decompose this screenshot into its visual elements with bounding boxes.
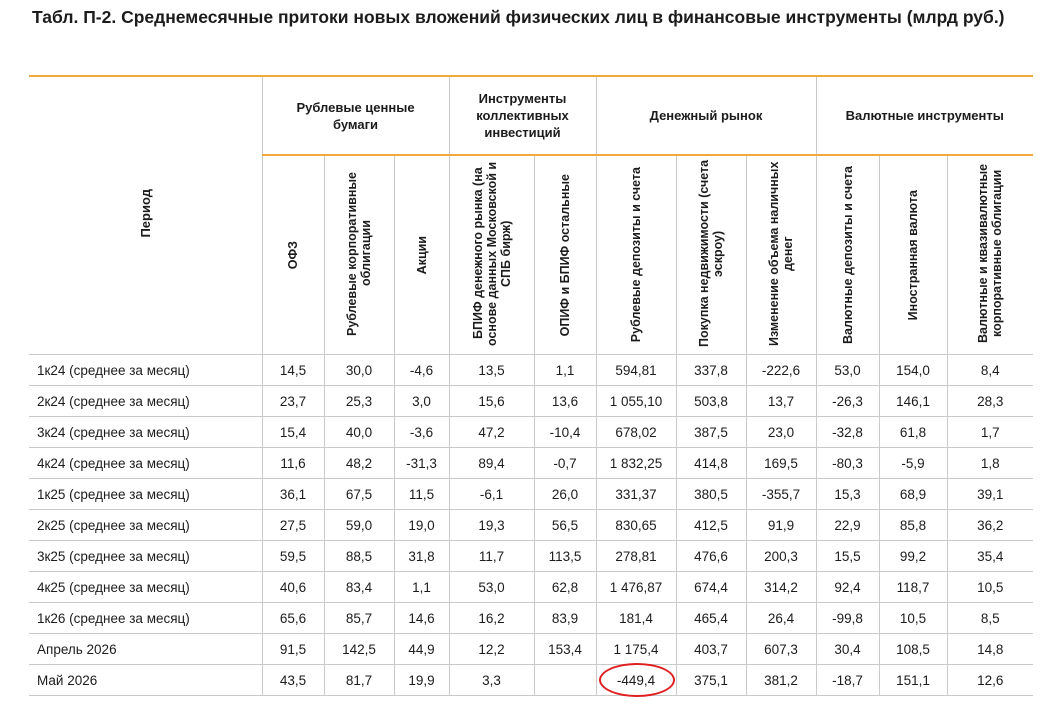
table-row bbox=[29, 417, 1033, 448]
value-cell: 169,5 bbox=[746, 448, 816, 479]
value-cell: 61,8 bbox=[879, 417, 947, 448]
value-cell: 65,6 bbox=[262, 603, 324, 634]
value-cell: 674,4 bbox=[676, 572, 746, 603]
value-cell: 13,6 bbox=[534, 386, 596, 417]
table-row bbox=[29, 510, 1033, 541]
column-header-6 bbox=[676, 156, 746, 355]
value-cell: 25,3 bbox=[324, 386, 394, 417]
value-cell: 1 832,25 bbox=[596, 448, 676, 479]
value-cell: 11,6 bbox=[262, 448, 324, 479]
column-header-label: БПИФ денежного рынка (на основе данных Московской и СПБ бирж) bbox=[470, 161, 513, 346]
value-cell: 91,5 bbox=[262, 634, 324, 665]
value-cell: 331,37 bbox=[596, 479, 676, 510]
value-cell: 118,7 bbox=[879, 572, 947, 603]
group-header-0: Рублевые ценные бумаги bbox=[262, 77, 449, 154]
value-cell: 10,5 bbox=[879, 603, 947, 634]
value-cell: 40,6 bbox=[262, 572, 324, 603]
highlighted-value bbox=[617, 673, 655, 688]
value-cell: 35,4 bbox=[947, 541, 1033, 572]
value-cell: 314,2 bbox=[746, 572, 816, 603]
value-cell: -355,7 bbox=[746, 479, 816, 510]
value-cell: 28,3 bbox=[947, 386, 1033, 417]
period-cell: 3к25 (среднее за месяц) bbox=[29, 541, 262, 572]
value-cell: 13,7 bbox=[746, 386, 816, 417]
value-cell: -3,6 bbox=[394, 417, 449, 448]
value-cell: 412,5 bbox=[676, 510, 746, 541]
value-cell: -31,3 bbox=[394, 448, 449, 479]
value-cell: 56,5 bbox=[534, 510, 596, 541]
value-cell: 15,4 bbox=[262, 417, 324, 448]
column-header-2 bbox=[394, 156, 449, 355]
value-cell: 15,3 bbox=[816, 479, 879, 510]
value-cell: 31,8 bbox=[394, 541, 449, 572]
value-cell: 1,7 bbox=[947, 417, 1033, 448]
group-header-2: Денежный рынок bbox=[596, 77, 816, 154]
value-cell: 11,5 bbox=[394, 479, 449, 510]
value-text: -449,4 bbox=[616, 672, 656, 688]
period-header: Период bbox=[137, 189, 153, 238]
value-cell: 8,5 bbox=[947, 603, 1033, 634]
value-cell: 30,0 bbox=[324, 355, 394, 386]
value-cell: 14,8 bbox=[947, 634, 1033, 665]
period-cell: 4к24 (среднее за месяц) bbox=[29, 448, 262, 479]
column-header-label: Рублевые корпоративные облигации bbox=[345, 171, 373, 336]
value-cell: 26,4 bbox=[746, 603, 816, 634]
value-cell: 43,5 bbox=[262, 665, 324, 696]
value-cell: 387,5 bbox=[676, 417, 746, 448]
value-cell: 19,3 bbox=[449, 510, 534, 541]
table-title: Табл. П-2. Среднемесячные притоки новых вложений физических лиц в финансовые инструменты (млрд руб.) bbox=[32, 7, 1005, 27]
table-row bbox=[29, 665, 1033, 696]
data-table-container bbox=[29, 75, 1033, 696]
value-cell: 99,2 bbox=[879, 541, 947, 572]
value-cell: 830,65 bbox=[596, 510, 676, 541]
value-cell: 23,0 bbox=[746, 417, 816, 448]
value-cell: 59,5 bbox=[262, 541, 324, 572]
value-cell: 607,3 bbox=[746, 634, 816, 665]
value-cell: 44,9 bbox=[394, 634, 449, 665]
column-header-label: ОФЗ bbox=[286, 240, 300, 270]
value-cell: -10,4 bbox=[534, 417, 596, 448]
value-cell: 62,8 bbox=[534, 572, 596, 603]
value-cell: 12,2 bbox=[449, 634, 534, 665]
column-header-7 bbox=[746, 156, 816, 355]
column-header-label: Покупка недвижимости (счета эскроу) bbox=[697, 159, 725, 348]
value-cell: 403,7 bbox=[676, 634, 746, 665]
value-cell: 83,9 bbox=[534, 603, 596, 634]
value-cell: 113,5 bbox=[534, 541, 596, 572]
value-cell: -6,1 bbox=[449, 479, 534, 510]
value-cell: -4,6 bbox=[394, 355, 449, 386]
value-cell: 27,5 bbox=[262, 510, 324, 541]
value-cell: 181,4 bbox=[596, 603, 676, 634]
value-cell: 67,5 bbox=[324, 479, 394, 510]
value-cell: 68,9 bbox=[879, 479, 947, 510]
period-cell: 3к24 (среднее за месяц) bbox=[29, 417, 262, 448]
group-header-1: Инструменты коллективных инвестиций bbox=[449, 77, 596, 154]
value-cell: 36,1 bbox=[262, 479, 324, 510]
value-cell: 414,8 bbox=[676, 448, 746, 479]
column-header-label: Иностранная валюта bbox=[906, 189, 920, 321]
value-cell: -26,3 bbox=[816, 386, 879, 417]
column-header-4 bbox=[534, 156, 596, 355]
column-header-label: ОПИФ и БПИФ остальные bbox=[558, 173, 572, 337]
value-cell: 3,3 bbox=[449, 665, 534, 696]
value-cell: -222,6 bbox=[746, 355, 816, 386]
column-header-label: Акции bbox=[414, 235, 429, 275]
table-row bbox=[29, 541, 1033, 572]
value-cell: 465,4 bbox=[676, 603, 746, 634]
value-cell: 19,0 bbox=[394, 510, 449, 541]
value-cell: 1,1 bbox=[394, 572, 449, 603]
value-cell: 503,8 bbox=[676, 386, 746, 417]
value-cell: 151,1 bbox=[879, 665, 947, 696]
column-header-3 bbox=[449, 156, 534, 355]
value-cell: 30,4 bbox=[816, 634, 879, 665]
value-cell: 146,1 bbox=[879, 386, 947, 417]
value-cell: 11,7 bbox=[449, 541, 534, 572]
red-circle-annotation bbox=[599, 663, 675, 697]
period-header-cell bbox=[29, 77, 262, 355]
value-cell: 1 175,4 bbox=[596, 634, 676, 665]
value-cell: -18,7 bbox=[816, 665, 879, 696]
table-row bbox=[29, 386, 1033, 417]
value-cell: 92,4 bbox=[816, 572, 879, 603]
value-cell: 16,2 bbox=[449, 603, 534, 634]
table-row bbox=[29, 448, 1033, 479]
value-cell: 47,2 bbox=[449, 417, 534, 448]
value-cell: 153,4 bbox=[534, 634, 596, 665]
column-header-1 bbox=[324, 156, 394, 355]
value-cell: 375,1 bbox=[676, 665, 746, 696]
value-cell: 48,2 bbox=[324, 448, 394, 479]
value-cell: 142,5 bbox=[324, 634, 394, 665]
value-cell: 1 476,87 bbox=[596, 572, 676, 603]
value-cell: 15,5 bbox=[816, 541, 879, 572]
column-header-5 bbox=[596, 156, 676, 355]
value-cell: 26,0 bbox=[534, 479, 596, 510]
value-cell: 85,7 bbox=[324, 603, 394, 634]
value-cell: 1,1 bbox=[534, 355, 596, 386]
value-cell: 12,6 bbox=[947, 665, 1033, 696]
value-cell: 91,9 bbox=[746, 510, 816, 541]
value-cell: 83,4 bbox=[324, 572, 394, 603]
value-cell: 59,0 bbox=[324, 510, 394, 541]
value-cell: 88,5 bbox=[324, 541, 394, 572]
period-cell: 2к25 (среднее за месяц) bbox=[29, 510, 262, 541]
value-cell: 81,7 bbox=[324, 665, 394, 696]
value-cell: 39,1 bbox=[947, 479, 1033, 510]
column-header-label: Изменение объема наличных денег bbox=[767, 161, 795, 346]
group-header-3: Валютные инструменты bbox=[816, 77, 1033, 154]
value-cell: 22,9 bbox=[816, 510, 879, 541]
period-cell: 2к24 (среднее за месяц) bbox=[29, 386, 262, 417]
value-cell: 337,8 bbox=[676, 355, 746, 386]
column-header-label: Валютные и квазивалютные корпоративные облигации bbox=[976, 163, 1005, 344]
value-cell: -32,8 bbox=[816, 417, 879, 448]
value-cell: 53,0 bbox=[449, 572, 534, 603]
column-header-0 bbox=[262, 156, 324, 355]
table-row bbox=[29, 355, 1033, 386]
value-cell: 8,4 bbox=[947, 355, 1033, 386]
table-row bbox=[29, 572, 1033, 603]
value-cell: 36,2 bbox=[947, 510, 1033, 541]
value-cell: 476,6 bbox=[676, 541, 746, 572]
table-row bbox=[29, 479, 1033, 510]
value-cell: -99,8 bbox=[816, 603, 879, 634]
data-table bbox=[29, 75, 1033, 696]
value-cell: 3,0 bbox=[394, 386, 449, 417]
value-cell bbox=[534, 665, 596, 696]
period-cell: 1к25 (среднее за месяц) bbox=[29, 479, 262, 510]
period-cell: Апрель 2026 bbox=[29, 634, 262, 665]
value-cell: -0,7 bbox=[534, 448, 596, 479]
value-cell: 19,9 bbox=[394, 665, 449, 696]
value-cell: 1 055,10 bbox=[596, 386, 676, 417]
value-cell: 594,81 bbox=[596, 355, 676, 386]
value-cell: 23,7 bbox=[262, 386, 324, 417]
value-cell: 1,8 bbox=[947, 448, 1033, 479]
value-cell bbox=[596, 665, 676, 696]
period-cell: 1к24 (среднее за месяц) bbox=[29, 355, 262, 386]
value-cell: 40,0 bbox=[324, 417, 394, 448]
value-cell: 380,5 bbox=[676, 479, 746, 510]
value-cell: 14,5 bbox=[262, 355, 324, 386]
column-header-label: Валютные депозиты и счета bbox=[840, 165, 855, 345]
value-cell: -80,3 bbox=[816, 448, 879, 479]
column-header-label: Рублевые депозиты и счета bbox=[629, 167, 643, 343]
column-header-10 bbox=[947, 156, 1033, 355]
value-cell: 154,0 bbox=[879, 355, 947, 386]
value-cell: 14,6 bbox=[394, 603, 449, 634]
period-cell: 1к26 (среднее за месяц) bbox=[29, 603, 262, 634]
value-cell: 13,5 bbox=[449, 355, 534, 386]
value-cell: 15,6 bbox=[449, 386, 534, 417]
period-cell: 4к25 (среднее за месяц) bbox=[29, 572, 262, 603]
value-cell: 85,8 bbox=[879, 510, 947, 541]
period-cell: Май 2026 bbox=[29, 665, 262, 696]
value-cell: 53,0 bbox=[816, 355, 879, 386]
value-cell: 10,5 bbox=[947, 572, 1033, 603]
value-cell: 108,5 bbox=[879, 634, 947, 665]
column-header-9 bbox=[879, 156, 947, 355]
column-header-8 bbox=[816, 156, 879, 355]
value-cell: 678,02 bbox=[596, 417, 676, 448]
value-cell: 200,3 bbox=[746, 541, 816, 572]
value-cell: -5,9 bbox=[879, 448, 947, 479]
value-cell: 89,4 bbox=[449, 448, 534, 479]
value-cell: 381,2 bbox=[746, 665, 816, 696]
value-cell: 278,81 bbox=[596, 541, 676, 572]
table-row bbox=[29, 634, 1033, 665]
table-row bbox=[29, 603, 1033, 634]
